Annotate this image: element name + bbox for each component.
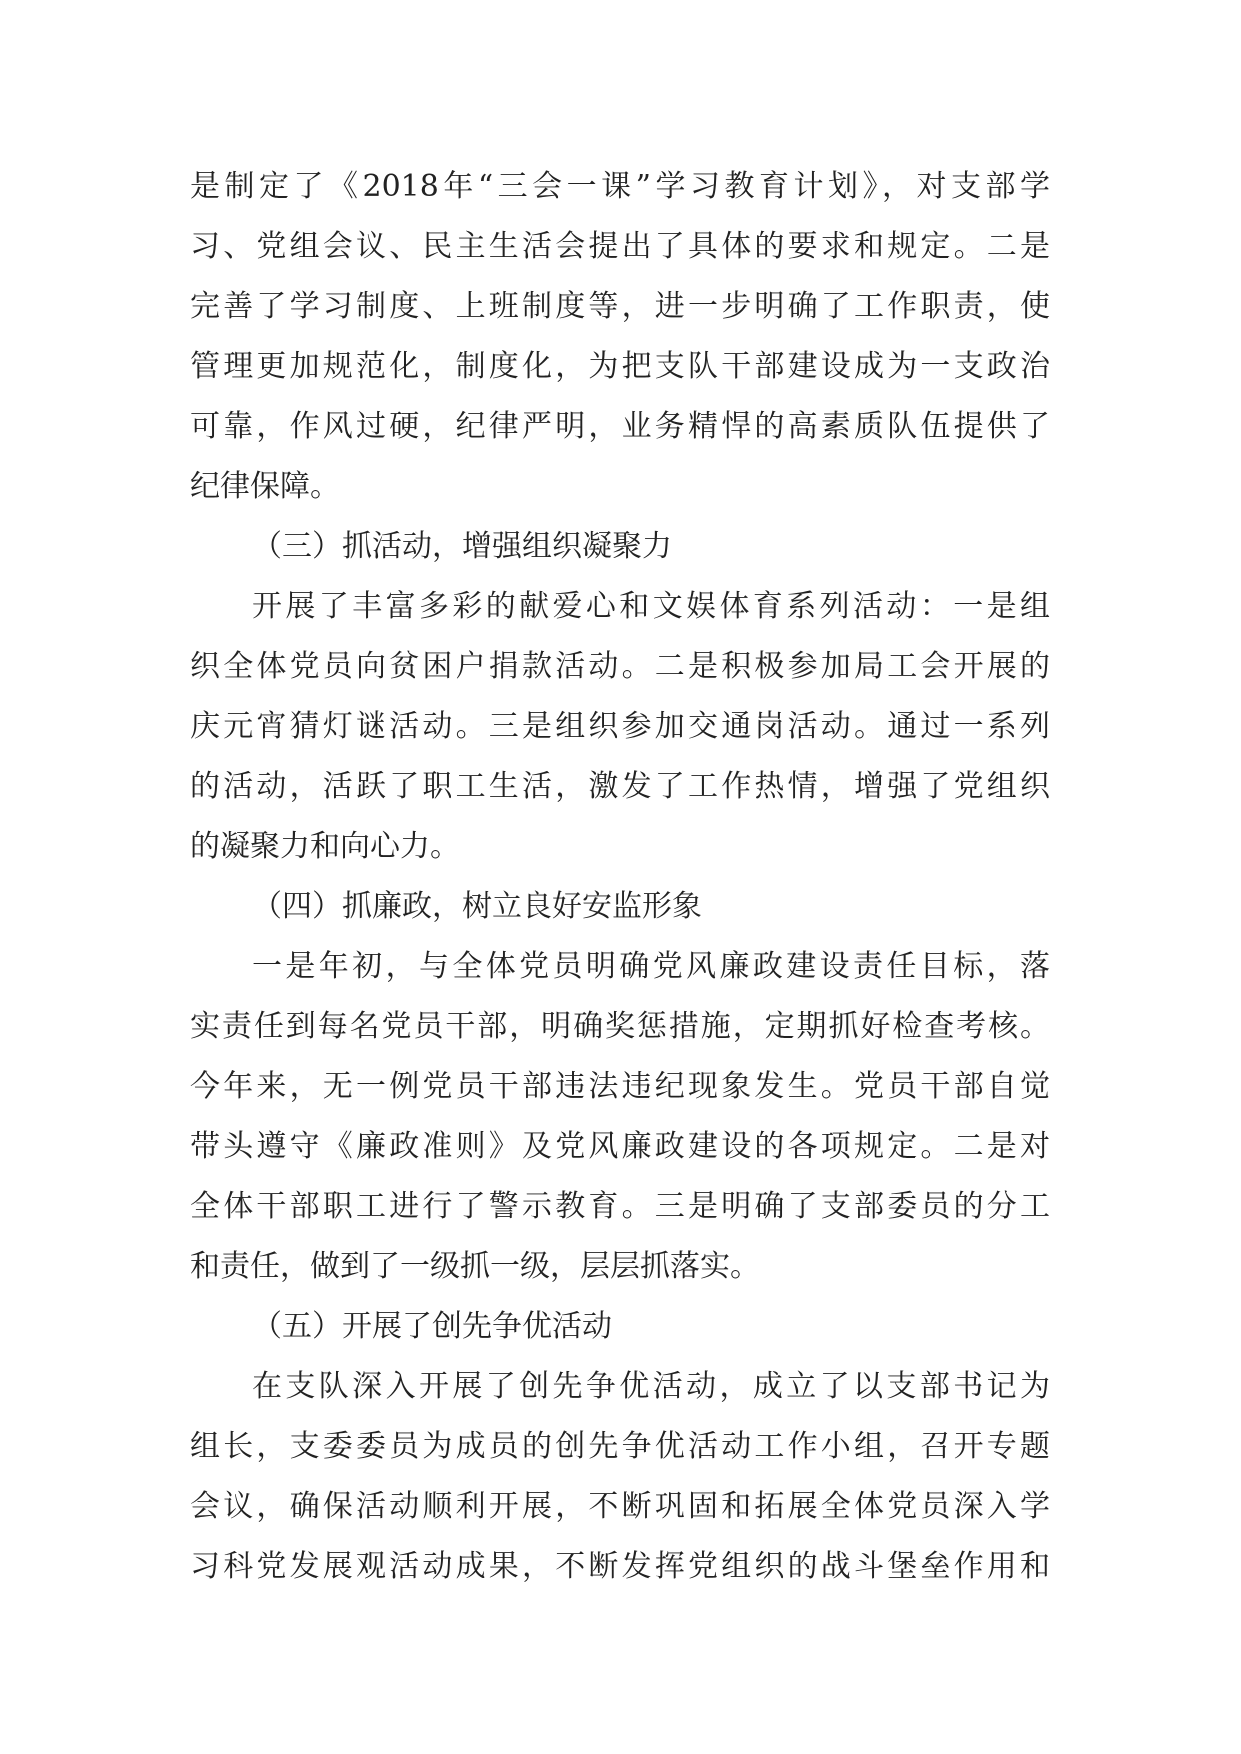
text-line: 和责任，做到了一级抓一级，层层抓落实。 — [190, 1249, 760, 1284]
text-line: 组长，支委委员为成员的创先争优活动工作小组，召开专题 — [190, 1429, 1050, 1464]
paragraph-1 — [190, 157, 1050, 517]
text-line: 可靠，作风过硬，纪律严明，业务精悍的高素质队伍提供了 — [190, 409, 1050, 444]
text-line: 的活动，活跃了职工生活，激发了工作热情，增强了党组织 — [190, 769, 1050, 804]
text-line: 带头遵守《廉政准则》及党风廉政建设的各项规定。二是对 — [190, 1129, 1050, 1164]
section-heading-5 — [190, 1297, 1050, 1357]
section-heading: （四）抓廉政，树立良好安监形象 — [252, 889, 702, 924]
text-line: 开展了丰富多彩的献爱心和文娱体育系列活动：一是组 — [252, 589, 1050, 624]
section-heading: （三）抓活动，增强组织凝聚力 — [252, 529, 672, 564]
section-heading-4 — [190, 877, 1050, 937]
text-line: 会议，确保活动顺利开展，不断巩固和拓展全体党员深入学 — [190, 1489, 1050, 1524]
text-line: 织全体党员向贫困户捐款活动。二是积极参加局工会开展的 — [190, 649, 1050, 684]
document-body — [190, 157, 1050, 1597]
text-line: 纪律保障。 — [190, 469, 340, 504]
section-heading-3 — [190, 517, 1050, 577]
text-line: 管理更加规范化，制度化，为把支队干部建设成为一支政治 — [190, 349, 1050, 384]
text-line: 是制定了《2018年“三会一课”学习教育计划》，对支部学 — [190, 169, 1050, 204]
text-line: 庆元宵猜灯谜活动。三是组织参加交通岗活动。通过一系列 — [190, 709, 1050, 744]
text-line: 完善了学习制度、上班制度等，进一步明确了工作职责，使 — [190, 289, 1050, 324]
text-line: 习科党发展观活动成果，不断发挥党组织的战斗堡垒作用和 — [190, 1549, 1050, 1584]
text-line: 的凝聚力和向心力。 — [190, 829, 460, 864]
section-heading: （五）开展了创先争优活动 — [252, 1309, 612, 1344]
text-line: 一是年初，与全体党员明确党风廉政建设责任目标，落 — [252, 949, 1050, 984]
paragraph-3 — [190, 937, 1050, 1297]
text-line: 全体干部职工进行了警示教育。三是明确了支部委员的分工 — [190, 1189, 1050, 1224]
text-line: 今年来，无一例党员干部违法违纪现象发生。党员干部自觉 — [190, 1069, 1050, 1104]
paragraph-4 — [190, 1357, 1050, 1597]
text-line: 实责任到每名党员干部，明确奖惩措施，定期抓好检查考核。 — [190, 1009, 1050, 1044]
text-line: 习、党组会议、民主生活会提出了具体的要求和规定。二是 — [190, 229, 1050, 264]
paragraph-2 — [190, 577, 1050, 877]
text-line: 在支队深入开展了创先争优活动，成立了以支部书记为 — [252, 1369, 1050, 1404]
